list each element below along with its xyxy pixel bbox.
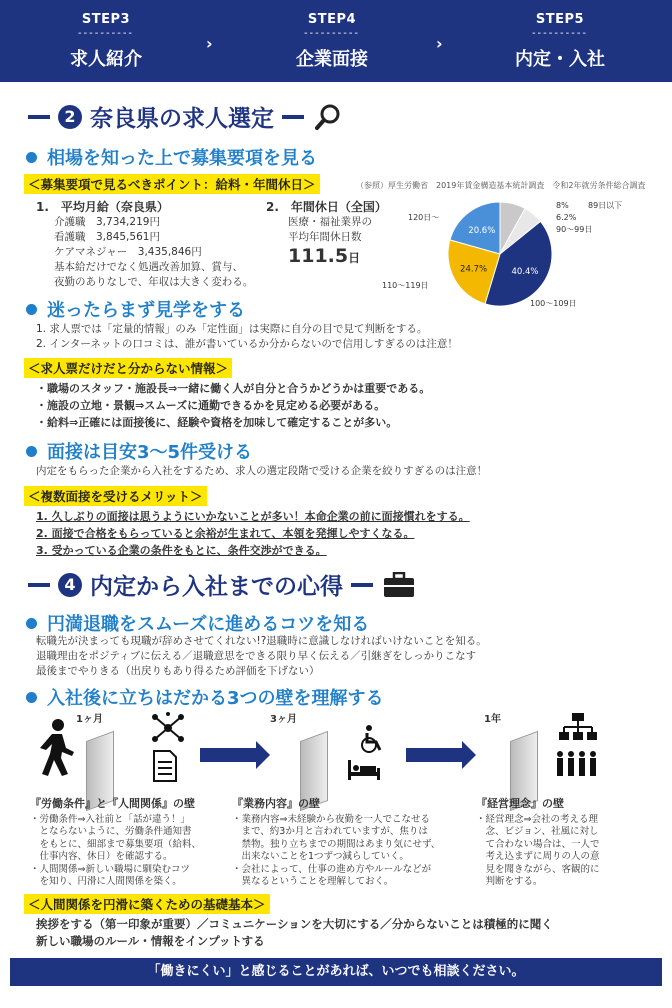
info-list	[36, 380, 430, 431]
wall-title: 『経営理念』の壁	[476, 797, 564, 810]
team-icon	[554, 750, 598, 778]
subheading-retire	[26, 610, 369, 636]
highlight-label: ＜募集要項で見るべきポイント：給料・年間休日＞	[24, 174, 320, 194]
visit-item: 2. インターネットの口コミは、誰が書いているか分からないので信用しすぎるのは注意！	[36, 338, 458, 350]
wall-line: 判断をする。	[476, 876, 543, 887]
heading-bar	[28, 115, 50, 119]
progress-arrow	[200, 748, 256, 762]
highlight-label: ＜人間関係を円滑に築くための基礎基本＞	[24, 894, 270, 914]
section-2-heading	[28, 100, 342, 133]
subheading-visit	[26, 296, 245, 322]
wall-line: ・経営理念⇒会社の考える理	[476, 813, 598, 825]
slice-value-label: 24.7%	[460, 264, 488, 275]
progress-arrow	[406, 748, 462, 762]
slice-value-label: 40.4%	[511, 266, 539, 277]
salary-block	[36, 200, 253, 290]
step-4	[262, 12, 402, 71]
subheading-text: 迷ったらまず見学をする	[47, 300, 245, 321]
salary-line: 夜勤のありなしで、年収は大きく変わる。	[54, 276, 254, 288]
retire-item: 退職理由をポジティブに伝える／退職意思をできる限り早く伝える／引継ぎをしっかりこなす	[36, 650, 477, 662]
slice-category-label: 110〜119日	[382, 281, 429, 290]
holiday-title: 2. 年間休日（全国）	[266, 200, 387, 214]
briefcase-icon	[383, 572, 415, 598]
holiday-number: 111.5	[288, 245, 349, 267]
step-5	[490, 12, 630, 71]
highlight-label: ＜複数面接を受けるメリット＞	[24, 486, 207, 506]
step-name: 企業面接	[296, 49, 368, 70]
walking-person-icon	[34, 718, 78, 778]
holiday-line: 医療・福祉業界の	[288, 216, 372, 228]
chevron-right-icon: ›	[206, 34, 213, 53]
search-icon	[314, 103, 342, 131]
merit-list	[36, 508, 470, 559]
basics-list	[36, 916, 553, 950]
bullet-dot	[26, 692, 37, 703]
wall-line: ・業務内容⇒未経験から夜勤を一人でこなせる	[232, 813, 430, 825]
bullet-dot	[26, 152, 37, 163]
merit-item: 3. 受かっている企業の条件をもとに、条件交渉ができる。	[36, 544, 327, 557]
basics-item: 新しい職場のルール・情報をインプットする	[36, 934, 265, 948]
salary-title: 1. 平均月給（奈良県）	[36, 200, 169, 214]
heading-bar	[28, 583, 50, 587]
section-4-heading	[28, 568, 415, 601]
slice-category-label: 89日以下	[588, 201, 623, 210]
step-3	[36, 12, 176, 71]
subheading-market	[26, 144, 317, 170]
slice-value-label: 8%	[556, 201, 569, 210]
holiday-line: 平均年間休日数	[288, 231, 362, 243]
wall-line: 念、ビジョン、社風に対し	[476, 826, 599, 837]
retire-item: 最後までやりきる（出戻りもあり得るため評価を下げない）	[36, 665, 320, 677]
subheading-text: 相場を知った上で募集要項を見る	[47, 148, 317, 169]
retire-list	[36, 634, 487, 679]
period-label: 3ヶ月	[270, 714, 297, 725]
step-header	[0, 0, 672, 82]
subheading-interview	[26, 438, 252, 464]
wall-desc-3	[476, 798, 600, 889]
section-title: 内定から入社までの心得	[90, 574, 343, 600]
step-divider: ----------	[303, 28, 361, 39]
bullet-dot	[26, 618, 37, 629]
wall-line: ・人間関係⇒新しい職場に馴染むコツ	[30, 863, 190, 875]
wall-line: 見を聞きながら、客観的に	[476, 863, 600, 875]
merit-item: 1. 久しぶりの面接は思うようにいかないことが多い！本命企業の前に面接慣れをする。	[36, 510, 470, 523]
wall-line: まで、約3か月と言われていますが、焦りは	[232, 826, 428, 837]
salary-line: 基本給だけでなく処遇改善加算、賞与、	[54, 261, 243, 273]
wall-line: ・会社によって、仕事の進め方やルールなどが	[232, 863, 432, 875]
wall-line: 考え込まずに周りの人の意	[476, 851, 600, 862]
visit-item: 1. 求人票では「定量的情報」のみ「定性面」は実際に自分の目で見て判断をする。	[36, 323, 428, 335]
highlight-label: ＜求人票だけだと分からない情報＞	[24, 358, 232, 378]
slice-value-label: 20.6%	[468, 225, 496, 236]
salary-line: 看護職 3,845,561円	[54, 231, 160, 243]
network-icon	[150, 712, 186, 744]
wheelchair-icon	[356, 724, 386, 754]
interview-note: 内定をもらった企業から入社をするため、求人の選定段階で受ける企業を絞りすぎるのは注意！	[36, 465, 488, 477]
period-label: 1ヶ月	[76, 714, 103, 725]
holiday-pie-chart	[380, 198, 660, 310]
holiday-value	[266, 245, 387, 267]
holiday-block	[266, 200, 387, 267]
wall-line: とならないように、労働条件通知書	[30, 826, 192, 837]
step-name: 求人紹介	[70, 49, 142, 70]
subheading-walls	[26, 684, 384, 710]
holiday-unit: 日	[348, 251, 361, 265]
wall-desc-1	[30, 798, 201, 889]
bed-icon	[346, 758, 382, 782]
basics-item: 挨拶をする（第一印象が重要）／コミュニケーションを大切にする／分からないことは積極的に聞く	[36, 917, 553, 931]
wall-line: 仕事内容、休日）を確認する。	[30, 851, 173, 862]
chevron-right-icon: ›	[436, 34, 443, 53]
period-label: 1年	[484, 714, 501, 725]
heading-bar	[351, 583, 373, 587]
wall-title: 『労働条件』と『人間関係』の壁	[30, 797, 195, 810]
salary-line: ケアマネジャー 3,435,846円	[54, 246, 202, 258]
subheading-text: 入社後に立ちはだかる3つの壁を理解する	[47, 688, 384, 709]
source-note: （参照）厚生労働省 2019年賃金構造基本統計調査 令和2年就労条件総合調査	[356, 181, 646, 190]
heading-bar	[282, 115, 304, 119]
info-item: ・職場のスタッフ・施設長⇒一緒に働く人が自分と合うかどうかは重要である。	[36, 382, 431, 395]
footer-banner: 「働きにくい」と感じることがあれば、いつでも相談ください。	[10, 958, 662, 986]
slice-category-label: 90〜99日	[556, 225, 593, 234]
document-icon	[152, 750, 178, 782]
slice-category-label: 100〜109日	[530, 299, 577, 308]
step-number: STEP4	[307, 12, 357, 27]
org-chart-icon	[558, 712, 598, 742]
wall-line: ・労働条件⇒入社前と「話が違う！」	[30, 813, 190, 825]
step-name: 内定・入社	[515, 49, 605, 70]
salary-line: 介護職 3,734,219円	[54, 216, 160, 228]
section-title: 奈良県の求人選定	[90, 106, 274, 132]
wall-title: 『業務内容』の壁	[232, 797, 320, 810]
step-divider: ----------	[77, 28, 135, 39]
wall-line: 出来ないことを1つずつ減らしていく。	[232, 851, 409, 862]
wall-line: 禁物。独り立ちまでの期間はあまり気にせず、	[232, 838, 441, 850]
wall-line: て合わない場合は、一人で	[476, 838, 600, 850]
bullet-dot	[26, 304, 37, 315]
bullet-dot	[26, 446, 37, 457]
subheading-text: 円満退職をスムーズに進めるコツを知る	[47, 614, 370, 635]
visit-list	[36, 322, 458, 352]
retire-item: 転職先が決まっても現職が辞めさせてくれない!?退職時に意識しなければいけないことを知る。	[36, 635, 487, 647]
info-item: ・施設の立地・景観⇒スムーズに通勤できるかを見定める必要がある。	[36, 399, 386, 412]
section-number: 2	[58, 105, 82, 129]
subheading-text: 面接は目安3〜5件受ける	[47, 442, 253, 463]
info-item: ・給料⇒正確には面接後に、経験や資格を加味して確定することが多い。	[36, 416, 398, 429]
slice-value-label: 6.2%	[556, 213, 577, 222]
slice-category-label: 120日〜	[408, 213, 440, 222]
step-number: STEP5	[535, 12, 585, 27]
section-number: 4	[58, 573, 82, 597]
wall-line: をもとに、細部まで募集要項（給料、	[30, 838, 202, 850]
step-number: STEP3	[81, 12, 131, 27]
wall-line: 異なるということを理解しておく。	[232, 876, 394, 887]
wall-line: を知り、円滑に人間関係を築く。	[30, 876, 182, 887]
step-divider: ----------	[531, 28, 589, 39]
merit-item: 2. 面接で合格をもらっていると余裕が生まれて、本領を発揮しやすくなる。	[36, 527, 415, 540]
wall-desc-2	[232, 798, 440, 889]
